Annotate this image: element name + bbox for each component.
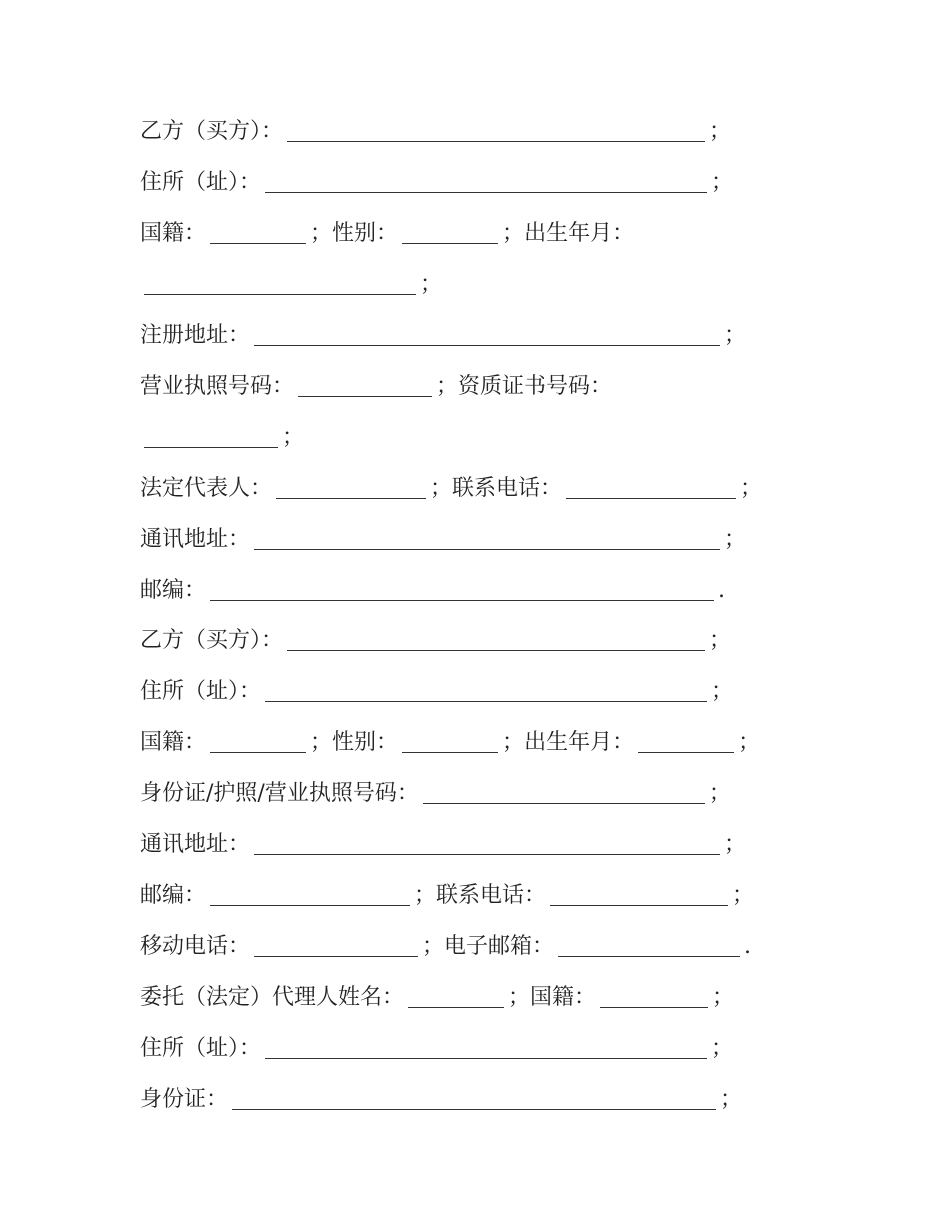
punctuation: ； [502, 221, 525, 246]
field-label: 委托（法定）代理人姓名： [140, 985, 405, 1010]
form-row-20 [140, 1084, 910, 1116]
form-row-3 [140, 218, 910, 250]
punctuation: ； [732, 883, 755, 908]
punctuation: ； [712, 985, 735, 1010]
field-label: 法定代表人： [140, 476, 273, 501]
field-label: 通讯地址： [140, 832, 251, 857]
field-label: 营业执照号码： [140, 374, 295, 399]
field-label: 移动电话： [140, 934, 251, 959]
punctuation: ； [709, 119, 732, 144]
field-label: 联系电话： [452, 476, 563, 501]
fill-blank-field[interactable] [402, 730, 498, 753]
fill-blank-field[interactable] [254, 832, 720, 855]
form-row-10 [140, 575, 910, 607]
field-label: 电子邮箱： [444, 934, 555, 959]
field-label: 资质证书号码： [458, 374, 613, 399]
punctuation: ； [711, 1036, 734, 1061]
fill-blank-field[interactable] [210, 883, 410, 906]
punctuation: . [744, 934, 752, 959]
fill-blank-field[interactable] [287, 628, 705, 651]
field-label: 性别： [332, 221, 399, 246]
punctuation: ； [502, 730, 525, 755]
fill-blank-field[interactable] [402, 221, 498, 244]
form-row-15 [140, 829, 910, 861]
punctuation: ； [720, 1087, 743, 1112]
fill-blank-field[interactable] [638, 730, 734, 753]
field-label: 乙方（买方）： [140, 628, 284, 653]
fill-blank-field[interactable] [600, 985, 708, 1008]
form-row-17 [140, 931, 910, 963]
punctuation: ； [430, 476, 453, 501]
field-label: 身份证： [140, 1087, 229, 1112]
form-row-12 [140, 676, 910, 708]
form-row-5 [140, 320, 910, 352]
field-label: 注册地址： [140, 323, 251, 348]
form-row-16 [140, 880, 910, 912]
punctuation: ； [508, 985, 531, 1010]
punctuation: ； [708, 781, 731, 806]
field-label: 邮编： [140, 578, 207, 603]
punctuation: ； [724, 832, 747, 857]
form-row-1 [140, 116, 910, 148]
punctuation: ； [724, 323, 747, 348]
fill-blank-field[interactable] [265, 1036, 707, 1059]
form-row-7 [140, 422, 910, 454]
field-label: 国籍： [140, 221, 207, 246]
punctuation: ； [724, 527, 747, 552]
field-label: 邮编： [140, 883, 207, 908]
form-row-6 [140, 371, 910, 403]
field-label: 通讯地址： [140, 527, 251, 552]
field-label: 性别： [332, 730, 399, 755]
fill-blank-field[interactable] [423, 781, 705, 804]
punctuation: ； [310, 221, 333, 246]
form-row-19 [140, 1033, 910, 1065]
field-label: 出生年月： [524, 730, 635, 755]
form-row-9 [140, 524, 910, 556]
fill-blank-field[interactable] [254, 527, 720, 550]
form-row-18 [140, 982, 910, 1014]
field-label: 住所（址）： [140, 1036, 262, 1061]
field-label: 住所（址）： [140, 170, 262, 195]
punctuation: ； [420, 272, 443, 297]
form-row-2 [140, 167, 910, 199]
fill-blank-field[interactable] [254, 323, 720, 346]
fill-blank-field[interactable] [298, 374, 432, 397]
fill-blank-field[interactable] [287, 119, 705, 142]
fill-blank-field[interactable] [210, 221, 306, 244]
field-label: 乙方（买方）： [140, 119, 284, 144]
fill-blank-field[interactable] [254, 934, 418, 957]
fill-blank-field[interactable] [276, 476, 426, 499]
punctuation: ； [740, 476, 763, 501]
punctuation: ； [711, 679, 734, 704]
fill-blank-field[interactable] [210, 730, 306, 753]
field-label: 国籍： [140, 730, 207, 755]
punctuation: ； [422, 934, 445, 959]
punctuation: ； [310, 730, 333, 755]
punctuation: ； [709, 628, 732, 653]
punctuation: ； [282, 425, 305, 450]
fill-blank-field[interactable] [144, 425, 278, 448]
fill-blank-field[interactable] [558, 934, 740, 957]
fill-blank-field[interactable] [144, 272, 416, 295]
field-label: 国籍： [530, 985, 597, 1010]
punctuation: ； [414, 883, 437, 908]
field-label: 联系电话： [436, 883, 547, 908]
punctuation: ； [738, 730, 761, 755]
fill-blank-field[interactable] [550, 883, 728, 906]
fill-blank-field[interactable] [408, 985, 504, 1008]
fill-blank-field[interactable] [566, 476, 736, 499]
fill-blank-field[interactable] [232, 1087, 716, 1110]
fill-blank-field[interactable] [265, 170, 707, 193]
form-row-4 [140, 269, 910, 301]
form-row-13 [140, 727, 910, 759]
form-row-8 [140, 473, 910, 505]
form-row-11 [140, 625, 910, 657]
field-label: 住所（址）： [140, 679, 262, 704]
field-label: 身份证/护照/营业执照号码： [140, 781, 419, 806]
punctuation: ； [711, 170, 734, 195]
field-label: 出生年月： [524, 221, 635, 246]
form-row-14 [140, 778, 910, 810]
punctuation: . [718, 578, 726, 603]
fill-blank-field[interactable] [265, 679, 707, 702]
fill-blank-field[interactable] [210, 578, 714, 601]
punctuation: ； [436, 374, 459, 399]
